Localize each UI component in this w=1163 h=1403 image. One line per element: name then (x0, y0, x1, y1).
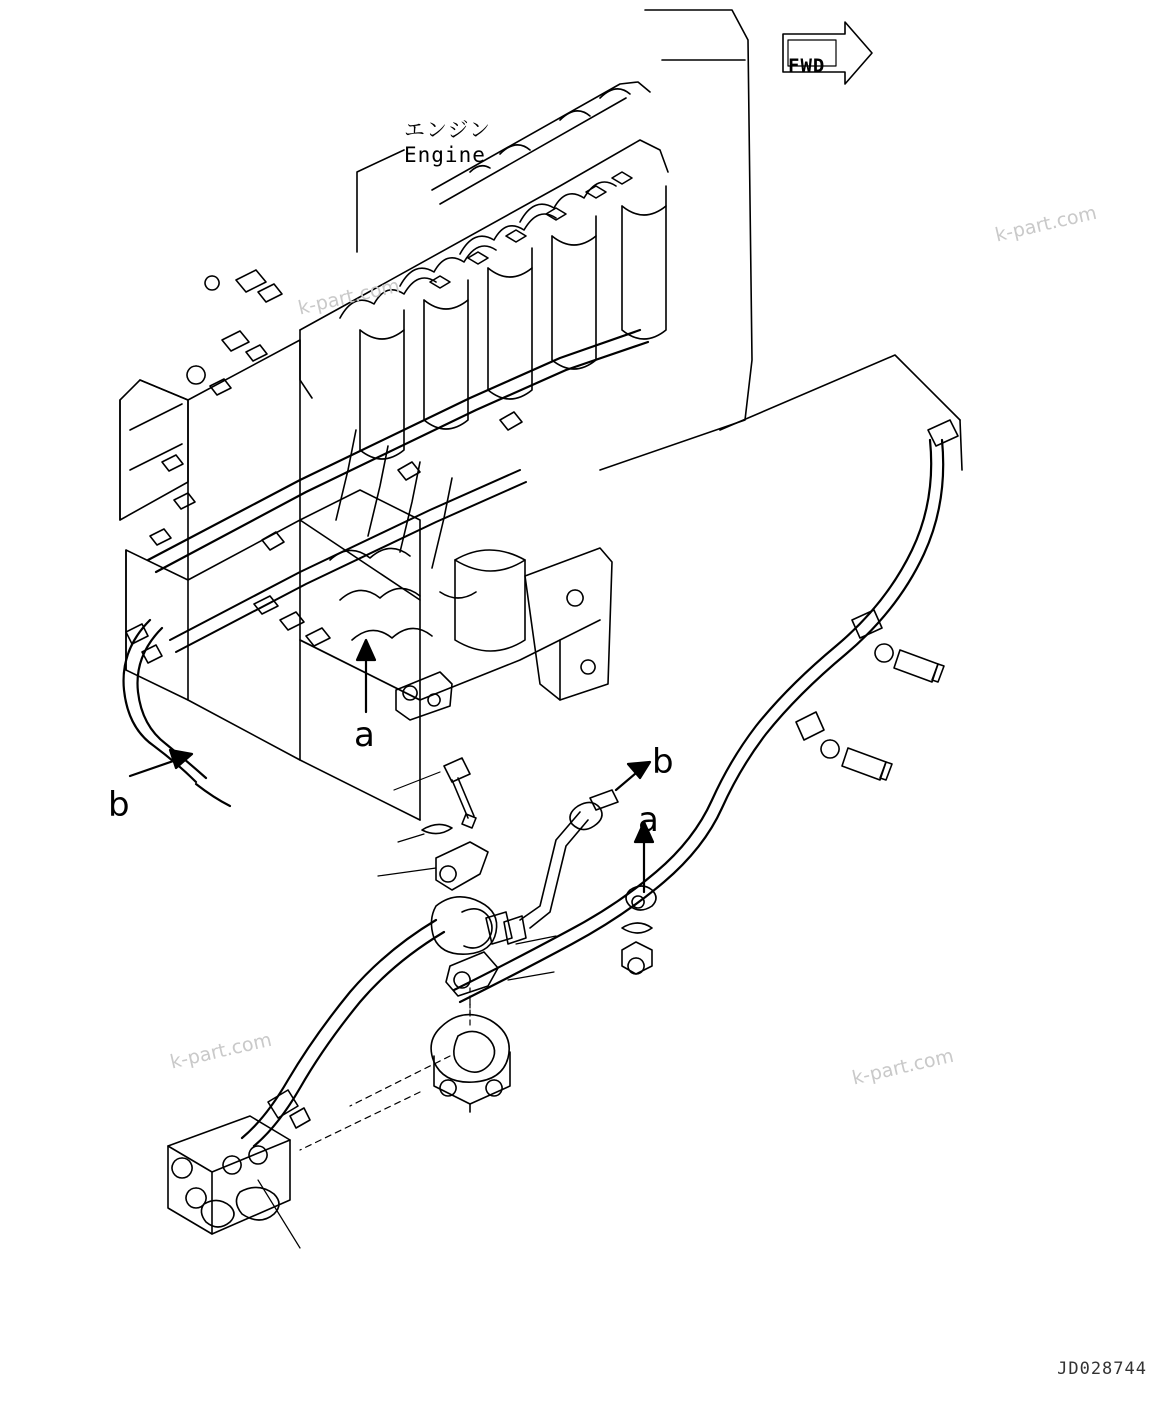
watermark: k-part.com (850, 1044, 956, 1090)
callout-a-right-line: a (638, 800, 659, 840)
engine-label-jp: エンジン (404, 118, 491, 142)
engine-leader-line (357, 150, 404, 252)
lower-hose (242, 920, 444, 1146)
fwd-label: FWD (788, 55, 826, 77)
engine-assembly (120, 82, 668, 820)
hydraulic-line-right (454, 420, 958, 1002)
callout-b-left-engine: b (108, 785, 130, 825)
watermark: k-part.com (993, 201, 1099, 247)
tank-panel (600, 10, 962, 470)
callout-arrows (130, 640, 653, 892)
valve-block (168, 1116, 300, 1248)
watermark: k-part.com (296, 274, 402, 320)
watermark: k-part.com (168, 1028, 274, 1074)
drawing-number: JD028744 (1057, 1359, 1147, 1379)
lower-assembly (300, 758, 602, 1150)
callout-b-right-line: b (652, 742, 674, 782)
engine-label (404, 118, 491, 168)
engine-label-en: Engine (404, 143, 486, 167)
callout-a-lower-engine: a (354, 715, 375, 755)
